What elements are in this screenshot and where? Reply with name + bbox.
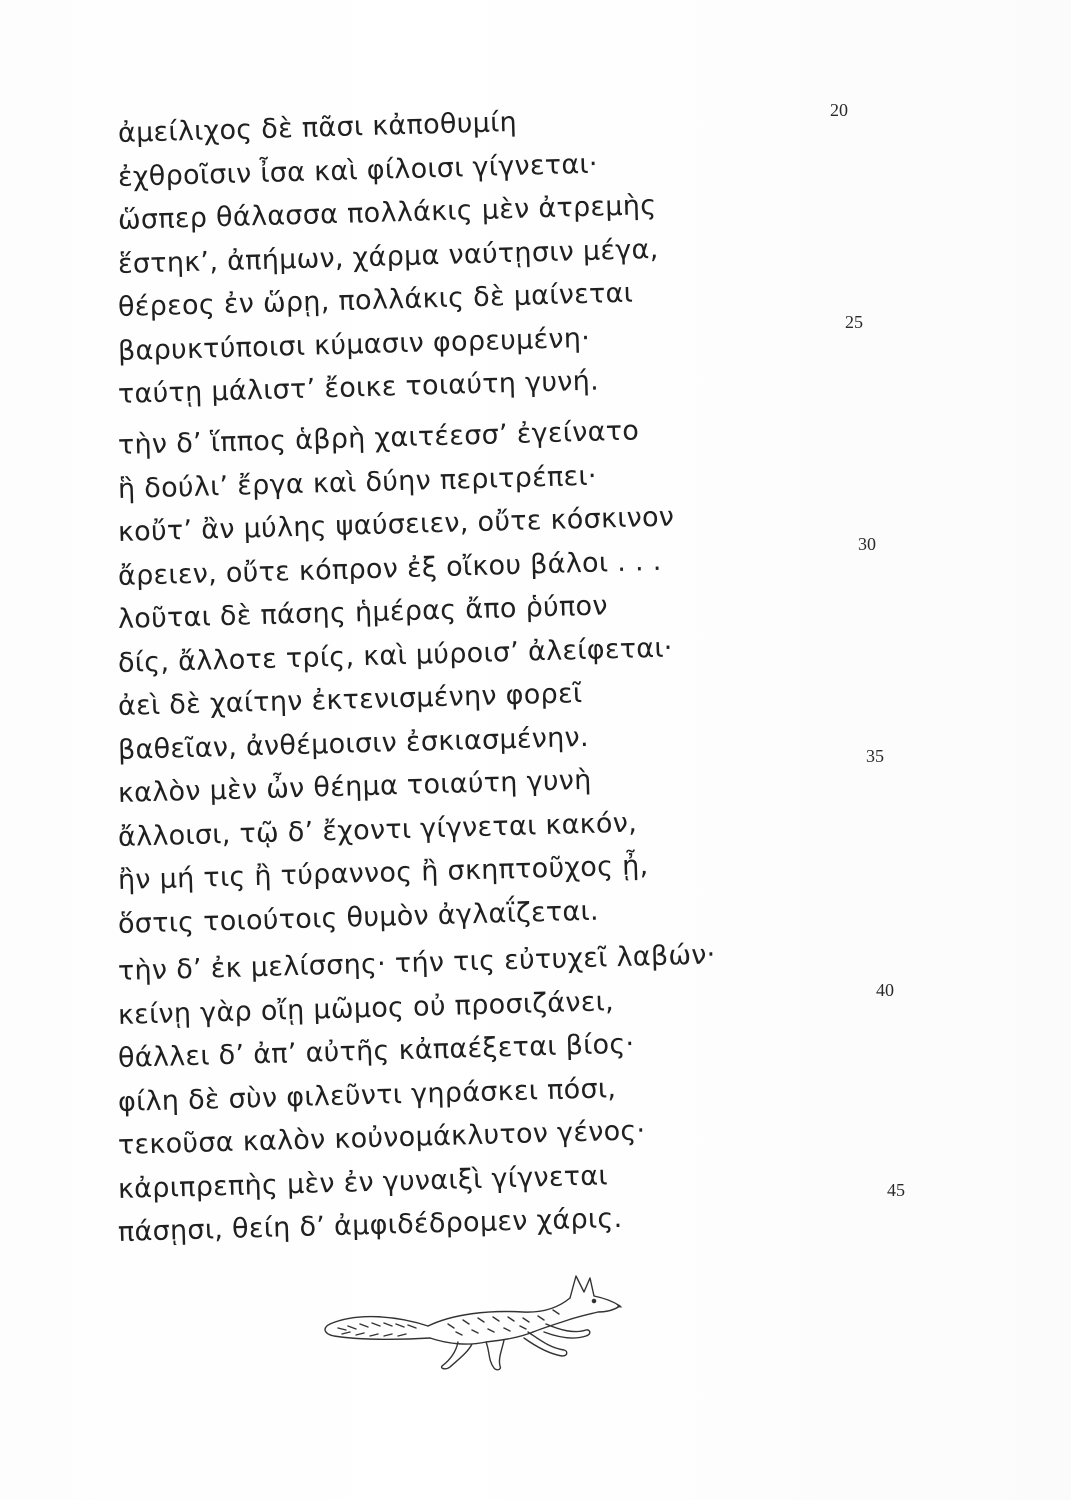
verse-line: ἀεὶ δὲ χαίτην ἐκτενισμένην φορεῖ — [117, 678, 583, 722]
verse-line: λοῦται δὲ πάσης ἡμέρας ἄπο ῥύπον — [117, 590, 609, 635]
line-number: 30 — [858, 534, 876, 554]
fox-drawing-icon — [318, 1268, 628, 1378]
verse-line: κἀριπρεπὴς μὲν ἐν γυναιξὶ γίγνεται — [117, 1159, 609, 1205]
verse-line: δίς, ἄλλοτε τρίς, καὶ μύροισ’ ἀλείφεται· — [117, 632, 674, 679]
line-number: 35 — [866, 746, 884, 766]
verse-line: καλὸν μὲν ὦν θέημα τοιαύτη γυνὴ — [117, 764, 592, 809]
verse-line: ὅστις τοιούτοις θυμὸν ἀγλαΐζεται. — [117, 895, 600, 940]
stanza-2 — [117, 415, 675, 946]
verse-line: κείνῃ γὰρ οἴῃ μῶμος οὐ προσιζάνει, — [117, 985, 615, 1031]
verse-line: τὴν δ’ ἵππος ἁβρὴ χαιτέεσσ’ ἐγείνατο — [117, 415, 640, 461]
verse-line: ἄρειεν, οὔτε κόπρον ἐξ οἴκου βάλοι . . . — [117, 545, 662, 592]
line-number: 20 — [830, 100, 848, 120]
verse-line: πάσῃσι, θείη δ’ ἀμφιδέδρομεν χάρις. — [117, 1202, 623, 1248]
verse-line: θέρεος ἐν ὥρῃ, πολλάκις δὲ μαίνεται — [117, 277, 634, 323]
verse-line: ἄλλοισι, τῷ δ’ ἔχοντι γίγνεται κακόν, — [117, 807, 638, 853]
verse-line: θάλλει δ’ ἀπ’ αὐτῆς κἀπαέξεται βίος· — [117, 1028, 635, 1074]
verse-line: ἀμείλιχος δὲ πᾶσι κἀποθυμίη — [117, 106, 518, 149]
verse-line: τεκοῦσα καλὸν κοὐνομάκλυτον γένος· — [117, 1115, 646, 1161]
verse-line: κοὔτ’ ἂν μύλης ψαύσειεν, οὔτε κόσκινον — [117, 501, 675, 548]
verse-line: ἐχθροῖσιν ἶσα καὶ φίλοισι γίγνεται· — [117, 148, 599, 193]
verse-line: ταύτῃ μάλιστ’ ἔοικε τοιαύτη γυνή. — [117, 365, 600, 410]
verse-line: φίλη δὲ σὺν φιλεῦντι γηράσκει πόσι, — [117, 1072, 617, 1118]
line-number: 25 — [845, 312, 863, 332]
stanza-3 — [117, 939, 716, 1255]
verse-line: ἢν μή τις ἢ τύραννος ἢ σκηπτοῦχος ᾖ, — [117, 850, 649, 896]
verse-line: βαρυκτύποισι κύμασιν φορευμένη· — [117, 322, 591, 367]
line-number: 40 — [876, 980, 894, 1000]
line-number: 45 — [887, 1180, 905, 1200]
verse-line: ἣ δούλι’ ἔργα καὶ δύην περιτρέπει· — [117, 460, 598, 505]
stanza-1 — [117, 106, 659, 417]
verse-line: βαθεῖαν, ἀνθέμοισιν ἐσκιασμένην. — [117, 721, 590, 766]
verse-line: τὴν δ’ ἐκ μελίσσης· τήν τις εὐτυχεῖ λαβών· — [117, 939, 716, 987]
verse-line: ὥσπερ θάλασσα πολλάκις μὲν ἀτρεμὴς — [117, 189, 657, 236]
verse-line: ἕστηκ’, ἀπήμων, χάρμα ναύτῃσιν μέγα, — [117, 233, 659, 280]
